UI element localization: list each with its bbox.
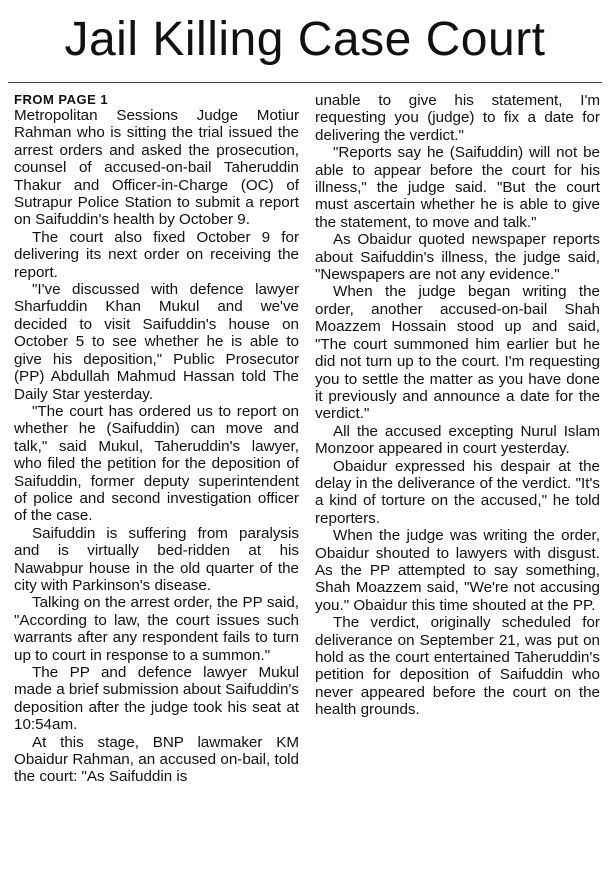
paragraph-left-6: Talking on the arrest order, the PP said, "According to law, the court issues such warrants after any respondent fails to turn up to court in response to a summon." xyxy=(14,594,299,664)
paragraph-right-3: As Obaidur quoted newspaper reports about Saifuddin's illness, the judge said, "Newspapers are not any evidence." xyxy=(315,231,600,284)
article-column-left xyxy=(14,92,299,786)
paragraph-left-4: "The court has ordered us to report on whether he (Saifuddin) can move and talk," said Mukul, Taheruddin's lawyer, who filed the petition for the deposition of Saifuddin, former deputy superintendent of police and second investigation officer of the case. xyxy=(14,402,299,525)
paragraph-right-2: "Reports say he (Saifuddin) will not be able to appear before the court for his illness," the judge said. "But the court must ascertain whether he is able to give the statement, to move and talk." xyxy=(315,144,600,231)
paragraph-right-5: All the accused excepting Nurul Islam Monzoor appeared in court yesterday. xyxy=(315,422,600,458)
paragraph-left-2: The court also fixed October 9 for delivering its next order on receiving the report. xyxy=(14,228,299,281)
paragraph-right-8: The verdict, originally scheduled for deliverance on September 21, was put on hold as the court entertained Taheruddin's petition for deposition of Saifuddin who never appeared before the court on the health grounds. xyxy=(315,614,600,719)
kicker-from-page-1: FROM PAGE 1 xyxy=(14,92,109,107)
paragraph-right-1: unable to give his statement, I'm requesting you (judge) to fix a date for delivering the verdict." xyxy=(315,92,600,144)
paragraph-left-1: Metropolitan Sessions Judge Motiur Rahman who is sitting the trial issued the arrest orders and asked the prosecution, counsel of accused-on-bail Taheruddin Thakur and Officer-in-Charge (OC) of Sutrapur Police Station to submit a report on Saifuddin's health by October 9. xyxy=(14,107,299,229)
paragraph-left-8: At this stage, BNP lawmaker KM Obaidur Rahman, an accused on-bail, told the court: "As Saifuddin is xyxy=(14,733,299,786)
paragraph-right-6: Obaidur expressed his despair at the delay in the deliverance of the verdict. "It's a kind of torture on the accused," he told reporters. xyxy=(315,457,600,527)
headline-divider xyxy=(8,82,602,83)
paragraph-left-3: "I've discussed with defence lawyer Sharfuddin Khan Mukul and we've decided to visit Saifuddin's house on October 5 to see whether he is able to give his deposition," Public Prosecutor (PP) Abdullah Mahmud Hassan told The Daily Star yesterday. xyxy=(14,281,299,403)
article-column-right xyxy=(315,92,600,719)
paragraph-left-5: Saifuddin is suffering from paralysis and is virtually bed-ridden at his Nawabpur house in the old quarter of the city with Parkinson's disease. xyxy=(14,524,299,594)
headline: Jail Killing Case Court xyxy=(64,13,546,66)
paragraph-right-4: When the judge began writing the order, another accused-on-bail Shah Moazzem Hossain stood up and said, "The court summoned him earlier but he did not turn up to the court. I'm requesting you to settle the matter as you have done it previously and announce a date for the verdict." xyxy=(315,283,600,423)
paragraph-right-7: When the judge was writing the order, Obaidur shouted to lawyers with disgust. As the PP attempted to say something, Shah Moazzem said, "We're not accusing you." Obaidur this time shouted at the PP. xyxy=(315,527,600,614)
paragraph-left-7: The PP and defence lawyer Mukul made a brief submission about Saifuddin's deposition after the judge took his seat at 10:54am. xyxy=(14,664,299,734)
